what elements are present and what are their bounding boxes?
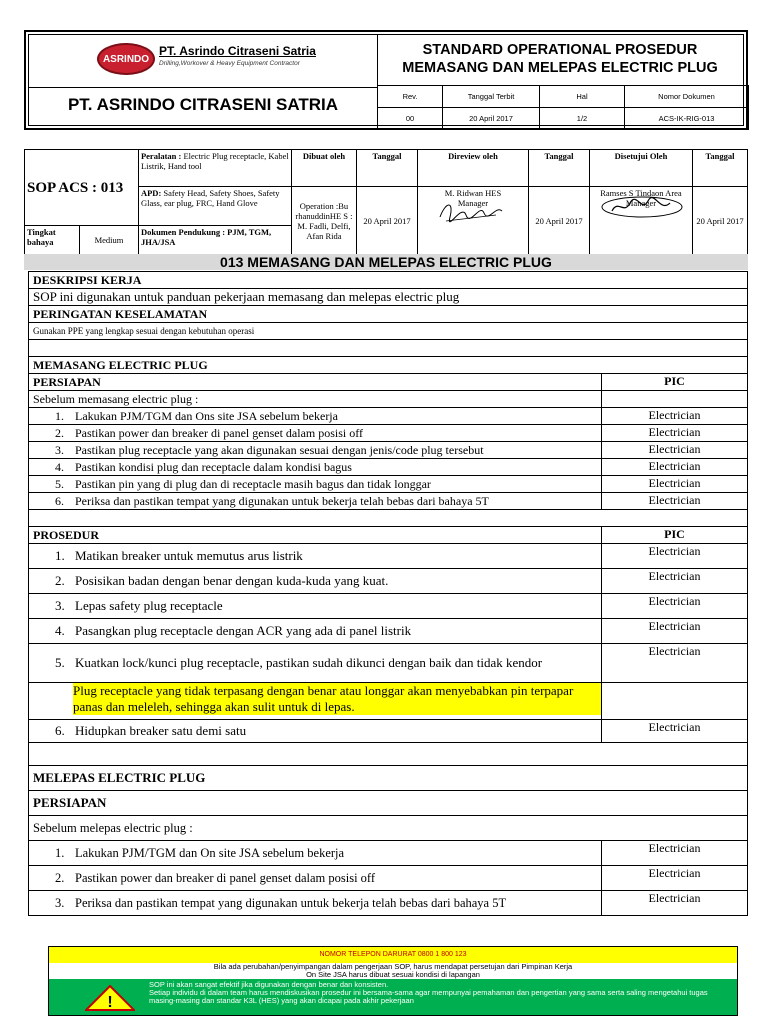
pic-cell: Electrician <box>602 459 748 476</box>
prosedur-heading: PROSEDUR <box>29 527 602 544</box>
peringatan-heading: PERINGATAN KESELAMATAN <box>29 306 748 323</box>
table-row <box>29 408 748 425</box>
tanggal-header-2: Tanggal <box>528 150 589 187</box>
meta-rev: 00 <box>378 108 443 130</box>
peralatan-label: Peralatan : <box>140 151 182 161</box>
table-row <box>29 841 748 866</box>
sebelum-memasang: Sebelum memasang electric plug : <box>29 391 602 408</box>
pic-cell: Electrician <box>602 594 748 619</box>
review-name: M. Ridwan HES Manager <box>444 188 502 208</box>
footer-white-row <box>49 963 737 979</box>
company-name-small: PT. Asrindo Citraseni Satria <box>159 44 316 58</box>
warning-triangle-icon <box>85 985 135 1011</box>
dibuat-oleh-header: Dibuat oleh <box>291 150 356 187</box>
warning-symbol: ! <box>107 994 113 1011</box>
table-row <box>29 442 748 459</box>
footer-line3: SOP ini akan sangat efektif jika digunakan dengan benar dan konsisten. <box>149 980 389 989</box>
document-header <box>24 30 748 130</box>
pic-cell: Electrician <box>602 544 748 569</box>
peralatan-text: Electric Plug receptacle, Kabel Listrik, Hand tool <box>140 151 289 171</box>
list-item: 1. Lakukan PJM/TGM dan On site JSA sebelum bekerja <box>29 841 602 866</box>
document-meta-table <box>377 85 749 130</box>
header-divider-left <box>29 87 377 88</box>
list-item: 6. Hidupkan breaker satu demi satu <box>29 720 602 743</box>
pic-empty <box>602 391 748 408</box>
table-row <box>29 569 748 594</box>
pic-cell: Electrician <box>602 425 748 442</box>
review-signature-cell <box>417 187 528 255</box>
table-row <box>29 476 748 493</box>
persiapan-heading: PERSIAPAN <box>29 374 602 391</box>
meta-docnum: ACS-IK-RIG-013 <box>625 108 749 130</box>
sop-title-line1: STANDARD OPERATIONAL PROSEDUR <box>422 42 698 58</box>
pic-cell: Electrician <box>602 619 748 644</box>
sop-code: SOP ACS : 013 <box>25 150 139 226</box>
list-item: 4. Pasangkan plug receptacle dengan ACR yang ada di panel listrik <box>29 619 602 644</box>
table-row <box>29 866 748 891</box>
pic-cell: Electrician <box>602 442 748 459</box>
deskripsi-text: SOP ini digunakan untuk panduan pekerjaan memasang dan melepas electric plug <box>29 289 748 306</box>
dokumen-pendukung: Dokumen Pendukung : PJM, TGM, JHA/JSA <box>138 226 291 255</box>
tingkat-bahaya-value: Medium <box>80 226 139 255</box>
melepas-heading: MELEPAS ELECTRIC PLUG <box>29 766 748 791</box>
list-item: 2. Pastikan power dan breaker di panel genset dalam posisi off <box>29 866 602 891</box>
table-row <box>29 619 748 644</box>
table-row <box>29 594 748 619</box>
footer-line4: Setiap individu di dalam team harus mendiskusikan prosedur ini bersama-sama agar mempunyai pemahaman dan pengertian yang sama serta saling mengetahui tugas masing-masing dan standar K3L (HES) yang akan dicapai pada akhir pekerjaan <box>149 988 708 1005</box>
list-item: 3. Pastikan plug receptacle yang akan digunakan sesuai dengan jenis/code plug tersebut <box>29 442 602 459</box>
table-row <box>29 493 748 510</box>
meta-header-page: Hal <box>540 86 625 108</box>
spacer-row <box>29 510 748 527</box>
company-logo: ASRINDO <box>97 43 155 75</box>
pic-heading: PIC <box>602 374 748 391</box>
meta-header-rev: Rev. <box>378 86 443 108</box>
emergency-phone: NOMOR TELEPON DARURAT 0800 1 800 123 <box>49 947 737 963</box>
direview-oleh-header: Direview oleh <box>417 150 528 187</box>
spacer-row <box>29 743 748 766</box>
table-row <box>29 425 748 442</box>
pic-cell: Electrician <box>602 644 748 683</box>
approval-table <box>24 149 748 255</box>
pic-cell: Electrician <box>602 408 748 425</box>
apd-text: Safety Head, Safety Shoes, Safety Glass, ear plug, FRC, Hand Glove <box>140 188 280 208</box>
procedure-table <box>28 271 748 916</box>
approve-signature-cell <box>589 187 692 255</box>
pic-cell: Electrician <box>602 493 748 510</box>
pic-cell: Electrician <box>602 866 748 891</box>
list-item: 5. Kuatkan lock/kunci plug receptacle, pastikan sudah dikunci dengan baik dan tidak kendor <box>29 644 602 683</box>
review-date: 20 April 2017 <box>528 187 589 255</box>
list-item: 5. Pastikan pin yang di plug dan di receptacle masih bagus dan tidak longgar <box>29 476 602 493</box>
meta-header-docnum: Nomor Dokumen <box>625 86 749 108</box>
sop-title-line2: MEMASANG DAN MELEPAS ELECTRIC PLUG <box>402 60 718 76</box>
list-item: 3. Periksa dan pastikan tempat yang digunakan untuk bekerja telah bebas dari bahaya 5T <box>29 891 602 916</box>
tanggal-header-3: Tanggal <box>692 150 747 187</box>
approve-signature <box>598 191 686 221</box>
sebelum-melepas: Sebelum melepas electric plug : <box>29 816 748 841</box>
table-row <box>29 544 748 569</box>
list-item: 1. Lakukan PJM/TGM dan Ons site JSA sebelum bekerja <box>29 408 602 425</box>
peralatan-cell <box>138 150 291 187</box>
footer-green-text <box>149 981 733 1005</box>
section-title-band: 013 MEMASANG DAN MELEPAS ELECTRIC PLUG <box>24 254 748 270</box>
meta-page: 1/2 <box>540 108 625 130</box>
memasang-heading: MEMASANG ELECTRIC PLUG <box>29 357 748 374</box>
footer-green-row <box>49 979 737 1015</box>
pic-empty <box>602 683 748 720</box>
spacer-row <box>29 340 748 357</box>
tanggal-header-1: Tanggal <box>356 150 417 187</box>
list-item: 1. Matikan breaker untuk memutus arus listrik <box>29 544 602 569</box>
deskripsi-heading: DESKRIPSI KERJA <box>29 272 748 289</box>
tingkat-bahaya-label: Tingkat bahaya <box>25 226 80 255</box>
pic-heading: PIC <box>602 527 748 544</box>
review-signature <box>436 197 506 225</box>
list-item: 4. Pastikan kondisi plug dan receptacle dalam kondisi bagus <box>29 459 602 476</box>
list-item: 3. Lepas safety plug receptacle <box>29 594 602 619</box>
approve-name: Ramses S Tindaon Area Manager <box>600 188 682 208</box>
persiapan2-heading: PERSIAPAN <box>29 791 748 816</box>
approve-date: 20 April 2017 <box>692 187 747 255</box>
apd-cell <box>138 187 291 226</box>
footer-line1: Bila ada perubahan/penyimpangan dalam pengerjaan SOP, harus mendapat persetujan dari Pimpinan Kerja <box>213 962 573 971</box>
table-row <box>29 720 748 743</box>
meta-date: 20 April 2017 <box>443 108 540 130</box>
apd-label: APD: <box>140 188 162 198</box>
warning-note: Plug receptacle yang tidak terpasang dengan benar atau longgar akan menyebabkan pin terpapar panas dan meleleh, sehingga akan sulit untuk di lepas. <box>73 683 601 715</box>
footer-line2: On Site JSA harus dibuat sesuai kondisi di lapangan <box>306 970 480 979</box>
header-inner-border <box>28 34 744 126</box>
list-item: 2. Posisikan badan dengan benar dengan kuda-kuda yang kuat. <box>29 569 602 594</box>
table-row <box>29 459 748 476</box>
warning-note-cell <box>29 683 602 720</box>
pic-cell: Electrician <box>602 891 748 916</box>
sop-title <box>377 41 743 77</box>
dibuat-names: Operation :Bu rhanuddinHE S : M. Fadli, Delfi, Afan Rida <box>291 187 356 255</box>
footer-notice <box>48 946 738 1016</box>
disetujui-oleh-header: Disetujui Oleh <box>589 150 692 187</box>
company-name-large: PT. ASRINDO CITRASENI SATRIA <box>67 95 339 114</box>
dibuat-date: 20 April 2017 <box>356 187 417 255</box>
list-item: 2. Pastikan power dan breaker di panel genset dalam posisi off <box>29 425 602 442</box>
pic-cell: Electrician <box>602 476 748 493</box>
meta-header-date: Tanggal Terbit <box>443 86 540 108</box>
table-row <box>29 891 748 916</box>
peringatan-text: Gunakan PPE yang lengkap sesuai dengan kebutuhan operasi <box>29 323 748 340</box>
pic-cell: Electrician <box>602 841 748 866</box>
table-row <box>29 644 748 683</box>
company-tagline: Drilling,Workover & Heavy Equipment Contractor <box>159 60 300 67</box>
list-item: 6. Periksa dan pastikan tempat yang digunakan untuk bekerja telah bebas dari bahaya 5T <box>29 493 602 510</box>
pic-cell: Electrician <box>602 569 748 594</box>
pic-cell: Electrician <box>602 720 748 743</box>
table-row <box>29 683 748 720</box>
